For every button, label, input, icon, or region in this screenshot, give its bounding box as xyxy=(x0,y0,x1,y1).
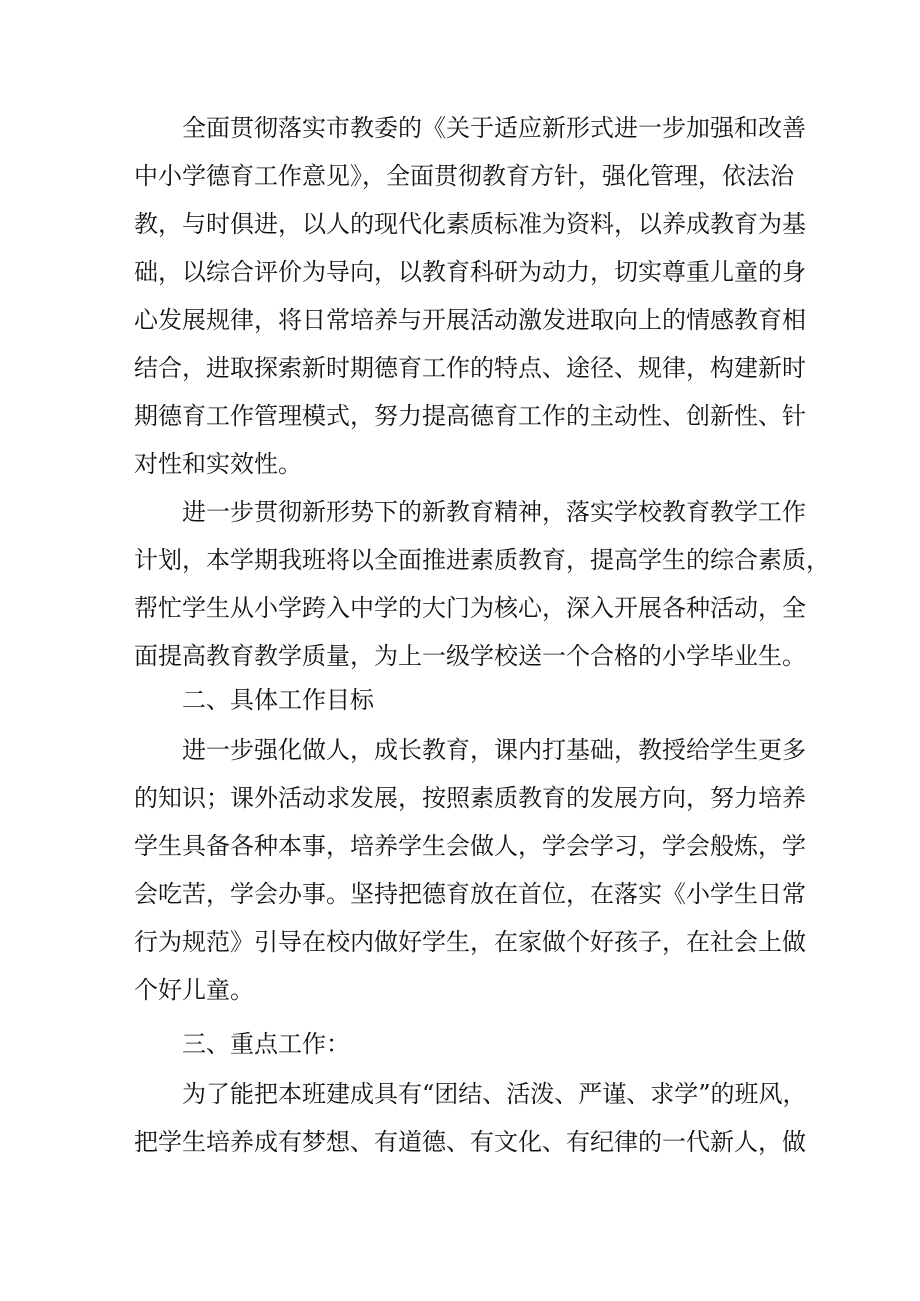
paragraph-1-line-2: 中小学德育工作意见》，全面贯彻教育方针，强化管理，依法治 xyxy=(134,162,794,190)
paragraph-1-line-5: 心发展规律，将日常培养与开展活动激发进取向上的情感教育相 xyxy=(134,306,806,334)
paragraph-1-line-8: 对性和实效性。 xyxy=(134,450,302,478)
paragraph-3-line-6: 个好儿童。 xyxy=(134,976,254,1004)
paragraph-2-line-1: 进一步贯彻新形势下的新教育精神，落实学校教育教学工作 xyxy=(182,498,806,526)
paragraph-3-line-4: 会吃苦，学会办事。坚持把德育放在首位，在落实《小学生日常 xyxy=(134,880,806,908)
paragraph-1-line-6: 结合，进取探索新时期德育工作的特点、途径、规律，构建新时 xyxy=(134,354,806,382)
paragraph-3-line-2: 的知识；课外活动求发展，按照素质教育的发展方向，努力培养 xyxy=(134,784,806,812)
paragraph-2-line-2: 计划，本学期我班将以全面推进素质教育，提高学生的综合素质， xyxy=(134,546,830,574)
paragraph-4-line-1: 为了能把本班建成具有“团结、活泼、严谨、求学”的班风， xyxy=(182,1080,807,1108)
paragraph-2-line-4: 面提高教育教学质量，为上一级学校送一个合格的小学毕业生。 xyxy=(134,642,806,670)
paragraph-1-line-7: 期德育工作管理模式，努力提高德育工作的主动性、创新性、针 xyxy=(134,402,806,430)
paragraph-4-line-2: 把学生培养成有梦想、有道德、有文化、有纪律的一代新人，做 xyxy=(134,1128,806,1156)
section-heading-key-work: 三、重点工作： xyxy=(182,1030,350,1058)
paragraph-3-line-5: 行为规范》引导在校内做好学生，在家做个好孩子，在社会上做 xyxy=(134,928,806,956)
paragraph-1-line-1: 全面贯彻落实市教委的《关于适应新形式进一步加强和改善 xyxy=(182,114,806,142)
paragraph-1-line-4: 础，以综合评价为导向，以教育科研为动力，切实尊重儿童的身 xyxy=(134,258,806,286)
paragraph-3-line-1: 进一步强化做人，成长教育，课内打基础，教授给学生更多 xyxy=(182,736,806,764)
paragraph-3-line-3: 学生具备各种本事，培养学生会做人，学会学习，学会般炼，学 xyxy=(134,832,806,860)
paragraph-2-line-3: 帮忙学生从小学跨入中学的大门为核心，深入开展各种活动，全 xyxy=(134,594,806,622)
section-heading-goals: 二、具体工作目标 xyxy=(182,686,374,714)
paragraph-1-line-3: 教，与时俱进，以人的现代化素质标准为资料，以养成教育为基 xyxy=(134,210,806,238)
